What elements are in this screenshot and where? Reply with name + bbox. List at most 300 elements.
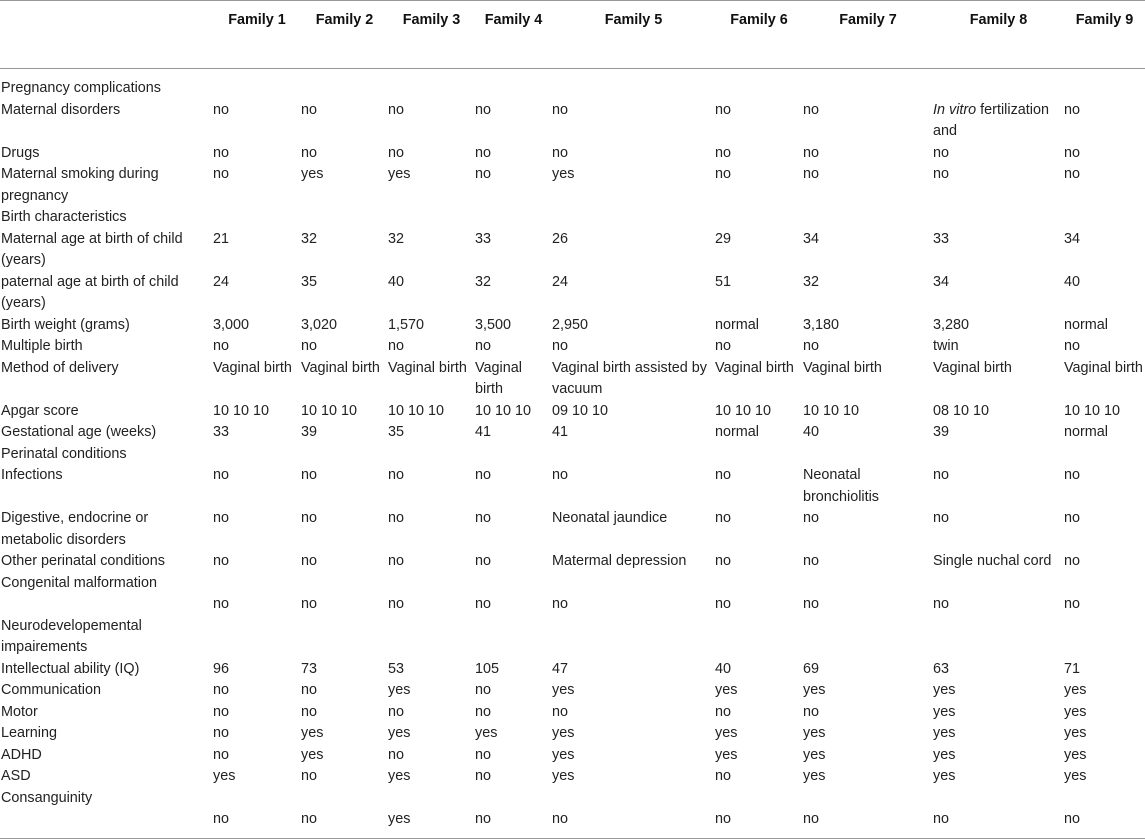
table-cell: no	[933, 144, 950, 161]
table-cell: yes	[715, 725, 738, 741]
table-cell: yes	[933, 746, 956, 763]
table-cell: 63	[933, 660, 950, 677]
table-cell: yes	[388, 811, 411, 827]
table-cell: no	[301, 703, 318, 720]
table-cell: normal	[715, 316, 759, 333]
row-label: Drugs	[1, 144, 40, 161]
table-cell: no	[803, 338, 820, 354]
table-cell: 2,950	[552, 316, 589, 333]
row-label: Maternal smoking during pregnancy	[1, 166, 159, 204]
table-cell: no	[475, 467, 492, 483]
table-cell	[933, 788, 1064, 810]
table-cell: Vaginal birth	[213, 359, 292, 376]
table-cell: no	[803, 703, 820, 720]
table-cell	[388, 444, 475, 466]
table-cell: 10 10 10	[213, 402, 270, 419]
row-label: Maternal disorders	[1, 101, 121, 118]
header-blank	[0, 1, 213, 69]
table-cell: no	[715, 144, 732, 161]
table-cell	[803, 616, 933, 659]
table-row	[0, 659, 1145, 681]
table-cell: yes	[933, 768, 956, 784]
table-cell: 3,280	[933, 316, 970, 333]
row-label: Maternal age at birth of child (years)	[1, 230, 183, 268]
table-cell	[715, 788, 803, 810]
row-label	[0, 809, 213, 838]
table-cell: 10 10 10	[803, 402, 860, 419]
table-cell	[475, 573, 552, 595]
table-cell: no	[301, 144, 318, 161]
table-cell: yes	[715, 746, 738, 763]
table-cell: yes	[715, 682, 738, 698]
table-cell: no	[388, 596, 405, 612]
table-cell	[475, 788, 552, 810]
table-cell: yes	[803, 768, 826, 784]
table-cell: 47	[552, 660, 569, 677]
table-cell: no	[552, 144, 569, 161]
table-row	[0, 702, 1145, 724]
table-row	[0, 465, 1145, 508]
table-cell: no	[552, 596, 569, 612]
table-cell: no	[301, 338, 318, 354]
table-cell	[213, 207, 301, 229]
table-cell: no	[301, 596, 318, 612]
row-label: Birth characteristics	[1, 209, 127, 225]
table-cell	[388, 788, 475, 810]
table-cell: no	[213, 596, 230, 612]
table-cell: no	[715, 467, 732, 483]
table-row	[0, 680, 1145, 702]
table-cell: no	[388, 746, 405, 763]
table-cell	[552, 616, 715, 659]
row-label: Perinatal conditions	[1, 445, 127, 462]
column-header: Family 5	[604, 12, 663, 28]
table-cell: 34	[1064, 230, 1081, 247]
table-cell: no	[552, 338, 569, 354]
table-cell: Vaginal birth	[933, 359, 1012, 376]
table-cell: no	[803, 553, 820, 569]
row-label: Method of delivery	[1, 359, 119, 376]
table-cell: 10 10 10	[1064, 402, 1121, 419]
table-cell	[388, 573, 475, 595]
table-cell: 71	[1064, 660, 1081, 677]
table-cell: Single nuchal cord	[933, 553, 1052, 569]
table-cell: no	[803, 101, 820, 118]
table-cell: 40	[715, 660, 732, 677]
table-cell	[301, 207, 388, 229]
table-cell	[803, 69, 933, 100]
table-cell	[1064, 69, 1145, 100]
table-cell	[1064, 444, 1145, 466]
table-cell	[715, 207, 803, 229]
table-cell: 96	[213, 660, 230, 677]
table-cell	[552, 444, 715, 466]
table-cell: no	[213, 746, 230, 763]
table-cell: no	[475, 682, 492, 698]
table-cell: 32	[388, 230, 405, 247]
table-cell: 10 10 10	[301, 402, 358, 419]
table-cell	[213, 616, 301, 659]
table-cell: 3,020	[301, 316, 338, 333]
table-cell: no	[213, 553, 230, 569]
table-row	[0, 745, 1145, 767]
table-cell	[933, 69, 1064, 100]
table-cell: normal	[1064, 316, 1108, 333]
table-body	[0, 69, 1145, 839]
table-cell: 69	[803, 660, 820, 677]
row-label: Intellectual ability (IQ)	[1, 660, 140, 677]
table-cell	[552, 573, 715, 595]
table-cell	[213, 573, 301, 595]
table-cell: no	[388, 703, 405, 720]
table-cell: 10 10 10	[388, 402, 445, 419]
header-row	[0, 1, 1145, 69]
table-cell: 32	[803, 273, 820, 290]
table-cell: no	[715, 768, 732, 784]
table-cell: 34	[933, 273, 950, 290]
table-row	[0, 69, 1145, 100]
table-cell: yes	[1064, 768, 1087, 784]
table-cell: no	[213, 811, 230, 827]
table-cell: no	[1064, 144, 1081, 161]
table-cell: 39	[301, 424, 318, 440]
column-header: Family 7	[839, 12, 897, 28]
table-row	[0, 358, 1145, 401]
table-cell: Neonatal jaundice	[552, 510, 668, 526]
table-cell	[301, 788, 388, 810]
table-cell: no	[213, 144, 230, 161]
table-cell: no	[1064, 101, 1081, 118]
table-cell: no	[933, 166, 950, 182]
table-row	[0, 336, 1145, 358]
row-label: Learning	[1, 725, 58, 741]
table-row	[0, 100, 1145, 143]
table-cell: no	[475, 746, 492, 763]
table-cell	[213, 788, 301, 810]
table-cell: In vitro fertilization and	[933, 101, 1049, 139]
table-cell: no	[213, 338, 230, 354]
table-cell: no	[475, 166, 492, 182]
row-label: Congenital malformation	[1, 574, 157, 591]
table-cell: no	[475, 144, 492, 161]
table-row	[0, 766, 1145, 788]
table-cell: no	[552, 811, 569, 827]
table-cell	[803, 207, 933, 229]
table-cell: Vaginal birth	[1064, 359, 1143, 376]
table-cell: yes	[933, 725, 956, 741]
table-cell: Vaginal birth	[388, 359, 467, 376]
table-cell	[1064, 207, 1145, 229]
table-row	[0, 551, 1145, 573]
row-label: Multiple birth	[1, 338, 83, 354]
row-label: Infections	[1, 467, 63, 483]
table-cell: yes	[552, 682, 575, 698]
table-row	[0, 143, 1145, 165]
row-label: paternal age at birth of child (years)	[1, 273, 179, 311]
table-cell	[301, 69, 388, 100]
table-cell: normal	[1064, 424, 1108, 440]
table-cell: yes	[301, 725, 324, 741]
table-cell: no	[715, 510, 732, 526]
table-cell	[301, 444, 388, 466]
table-cell: yes	[552, 166, 575, 182]
table-cell: yes	[388, 682, 411, 698]
table-cell: 21	[213, 230, 230, 247]
table-cell: 08 10 10	[933, 402, 990, 419]
column-header: Family 9	[1075, 12, 1134, 28]
table-cell: yes	[388, 166, 411, 182]
row-label	[0, 594, 213, 616]
table-cell: no	[388, 553, 405, 569]
table-cell: 3,000	[213, 316, 250, 333]
table-cell: no	[1064, 811, 1081, 827]
table-cell: no	[552, 101, 569, 118]
table-cell: no	[388, 338, 405, 354]
table-cell: no	[715, 596, 732, 612]
table-cell: yes	[933, 703, 956, 720]
table-cell: 105	[475, 660, 500, 677]
table-cell: 24	[552, 273, 569, 290]
table-cell: no	[213, 682, 230, 698]
table-cell	[388, 69, 475, 100]
table-cell	[933, 616, 1064, 659]
table-cell: yes	[552, 746, 575, 763]
column-header: Family 4	[484, 12, 543, 28]
table-cell: no	[475, 101, 492, 118]
table-row	[0, 401, 1145, 423]
table-cell: Vaginal birth	[803, 359, 882, 376]
table-cell: yes	[1064, 746, 1087, 763]
table-cell: yes	[388, 725, 411, 741]
table-cell	[803, 573, 933, 595]
table-cell: yes	[301, 746, 324, 763]
table-cell	[715, 616, 803, 659]
table-cell: no	[301, 553, 318, 569]
row-label: Consanguinity	[1, 789, 93, 806]
table-cell: no	[475, 553, 492, 569]
row-label: Digestive, endocrine or metabolic disorders	[1, 510, 149, 548]
table-cell	[475, 616, 552, 659]
table-row	[0, 594, 1145, 616]
table-cell: yes	[803, 682, 826, 698]
table-cell: yes	[475, 725, 498, 741]
table-cell: no	[933, 467, 950, 483]
table-cell: no	[301, 467, 318, 483]
table-cell: no	[715, 166, 732, 182]
table-cell: 41	[475, 424, 492, 440]
table-cell	[301, 573, 388, 595]
table-cell: no	[803, 510, 820, 526]
table-row	[0, 723, 1145, 745]
table-cell: yes	[1064, 703, 1087, 720]
table-cell: 73	[301, 660, 318, 677]
table-row	[0, 444, 1145, 466]
table-cell	[715, 69, 803, 100]
table-cell: Vaginal birth assisted by vacuum	[552, 359, 707, 397]
table-cell	[1064, 788, 1145, 810]
table-cell: no	[803, 811, 820, 827]
table-row	[0, 573, 1145, 595]
table-row	[0, 788, 1145, 810]
table-cell	[552, 207, 715, 229]
table-cell: no	[933, 510, 950, 526]
table-cell: no	[213, 725, 230, 741]
table-cell: yes	[552, 768, 575, 784]
table-cell: 40	[388, 273, 405, 290]
table-cell: Matermal depression	[552, 553, 687, 569]
table-cell	[933, 444, 1064, 466]
table-cell: no	[933, 596, 950, 612]
table-cell: no	[388, 144, 405, 161]
column-header: Family 8	[969, 12, 1028, 28]
table-cell: no	[715, 553, 732, 569]
row-label: Other perinatal conditions	[1, 553, 165, 569]
table-cell	[1064, 573, 1145, 595]
table-row	[0, 616, 1145, 659]
table-cell	[715, 444, 803, 466]
table-cell: no	[301, 811, 318, 827]
table-cell: no	[1064, 166, 1081, 182]
table-cell	[552, 788, 715, 810]
row-label: Neurodevelopemental impairements	[1, 617, 142, 655]
table-cell: 10 10 10	[475, 402, 532, 419]
table-cell: Neonatal bronchiolitis	[803, 467, 879, 505]
table-cell: twin	[933, 338, 959, 354]
table-row	[0, 272, 1145, 315]
table-cell: no	[388, 101, 405, 118]
table-cell: normal	[715, 424, 759, 440]
row-label: Gestational age (weeks)	[1, 424, 157, 440]
table-cell: no	[803, 596, 820, 612]
table-cell: no	[475, 768, 492, 784]
table-cell: no	[475, 811, 492, 827]
table-cell: no	[475, 596, 492, 612]
table-cell	[388, 616, 475, 659]
table-cell: no	[388, 467, 405, 483]
table-cell: no	[388, 510, 405, 526]
table-cell	[715, 573, 803, 595]
table-cell: 32	[301, 230, 318, 247]
table-cell: no	[552, 703, 569, 720]
table-cell: no	[301, 510, 318, 526]
table-cell: yes	[1064, 682, 1087, 698]
table-cell: Vaginal birth	[475, 359, 522, 397]
table-cell: no	[715, 811, 732, 827]
table-cell: no	[213, 166, 230, 182]
table-row	[0, 422, 1145, 444]
table-cell	[213, 444, 301, 466]
table-cell: yes	[388, 768, 411, 784]
column-header: Family 2	[315, 12, 374, 28]
table-cell: no	[1064, 596, 1081, 612]
table-row	[0, 164, 1145, 207]
table-cell: no	[213, 510, 230, 526]
row-label: Pregnancy complications	[1, 80, 161, 96]
table-cell: no	[213, 467, 230, 483]
row-label: Apgar score	[1, 402, 79, 419]
column-header: Family 3	[402, 12, 461, 28]
table-cell: Vaginal birth	[715, 359, 794, 376]
table-cell: yes	[803, 725, 826, 741]
table-cell: no	[1064, 338, 1081, 354]
table-cell: no	[213, 703, 230, 720]
table-cell: 29	[715, 230, 732, 247]
row-label: Birth weight (grams)	[1, 316, 130, 333]
table-cell: no	[933, 811, 950, 827]
table-cell: 33	[475, 230, 492, 247]
table-cell: 41	[552, 424, 569, 440]
row-label: Communication	[1, 682, 101, 698]
table-cell: no	[1064, 467, 1081, 483]
table-cell	[388, 207, 475, 229]
table-cell: no	[1064, 553, 1081, 569]
table-cell	[475, 207, 552, 229]
column-header: Family 1	[228, 12, 286, 28]
table-cell	[803, 444, 933, 466]
table-cell: 35	[388, 424, 405, 440]
table-cell: 34	[803, 230, 820, 247]
table-cell: no	[301, 101, 318, 118]
table-cell: 3,500	[475, 316, 512, 333]
table-cell: yes	[301, 166, 324, 182]
table-cell	[475, 444, 552, 466]
table-cell: 09 10 10	[552, 402, 609, 419]
table-cell: no	[803, 144, 820, 161]
table-cell: yes	[933, 682, 956, 698]
table-cell: 1,570	[388, 316, 425, 333]
table-row	[0, 809, 1145, 838]
row-label: Motor	[1, 703, 38, 720]
table-cell: yes	[552, 725, 575, 741]
table-cell: 33	[933, 230, 950, 247]
table-cell: yes	[213, 768, 236, 784]
table-cell	[475, 69, 552, 100]
table-cell	[301, 616, 388, 659]
table-row	[0, 229, 1145, 272]
table-cell: 51	[715, 273, 732, 290]
table-cell: no	[475, 510, 492, 526]
table-cell	[803, 788, 933, 810]
table-cell: no	[552, 467, 569, 483]
table-cell: no	[475, 703, 492, 720]
table-cell: no	[1064, 510, 1081, 526]
table-cell: 40	[803, 424, 820, 440]
row-label: ASD	[1, 768, 31, 784]
table-row	[0, 207, 1145, 229]
table-cell: 3,180	[803, 316, 840, 333]
table-cell: Vaginal birth	[301, 359, 380, 376]
table-cell: no	[715, 101, 732, 118]
table-cell: no	[213, 101, 230, 118]
table-cell: yes	[1064, 725, 1087, 741]
table-cell: 26	[552, 230, 569, 247]
column-header: Family 6	[730, 12, 788, 28]
table-cell: 33	[213, 424, 230, 440]
table-cell: 53	[388, 660, 405, 677]
table-cell	[1064, 616, 1145, 659]
table-cell	[213, 69, 301, 100]
table-cell: 10 10 10	[715, 402, 772, 419]
table-cell: yes	[803, 746, 826, 763]
table-cell: 24	[213, 273, 230, 290]
table-cell: 39	[933, 424, 950, 440]
table-header	[0, 1, 1145, 69]
table-row	[0, 315, 1145, 337]
row-label: ADHD	[1, 746, 42, 763]
table-cell: no	[803, 166, 820, 182]
table-cell: no	[301, 682, 318, 698]
table-row	[0, 508, 1145, 551]
